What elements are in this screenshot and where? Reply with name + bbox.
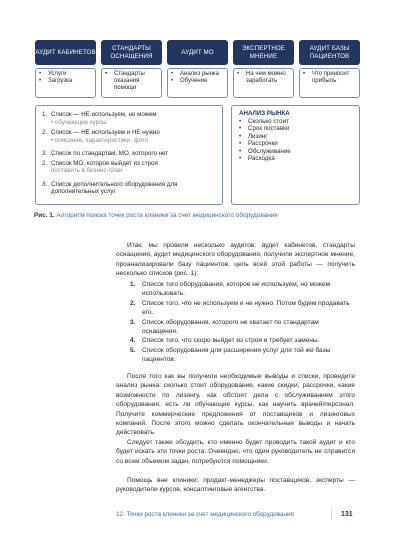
audit-item: На чем можно заработать [246,71,286,84]
list-number: 2. [130,299,136,307]
list-item [130,318,355,337]
list-item-text: Список того оборудования, которое не используем, но можем использовать. [142,281,331,298]
market-item: Лизинг [248,132,268,140]
market-item: Обслуживание [248,147,291,155]
market-title: АНАЛИЗ РЫНКА [239,110,290,117]
intro-paragraph: Итак, мы провели несколько аудитов: аудит кабинетов, стандарты оснащения, аудит медицинского оборудования, получили экспертное мнение, проанализировали базу пациентов, цель всей этой работы — получить несколько списков (рис. 1): [116,242,355,278]
list-number: 1. [130,281,136,288]
responsibility-paragraph: Следует также обсудить, кто именно будет проводить такой аудит и кто будет искать эти точки роста. Очевидно, что один руководитель не справится со всем объемом задач, потребуются помощники. [116,439,355,465]
running-footer: 12. Точки роста клиники за счет медицинского оборудования [116,511,294,518]
list-num: 2. [42,129,48,136]
list-item [130,299,355,318]
audit-sub-expert: • На чем можно заработать [233,68,294,98]
list-item-text: Список того, что не используем и не нужно. Потом будем продавать его. [142,299,350,317]
list-num: 3. [42,150,48,157]
list-note: поставить в бизнес-план [51,167,123,174]
audit-header-mo [167,40,228,65]
list-number: 5. [130,346,136,354]
list-text: Список МО, которое выйдет из строя [51,159,158,167]
audit-title: АУДИТ КАБИНЕТОВ [35,48,96,56]
market-item: Сколько стоит [248,117,289,125]
audit-item: Загрузка [48,78,73,84]
list-item-text: Список оборудования для расширения услуг для той же базы пациентов. [142,346,331,364]
numbered-list [130,280,355,365]
page-number: 131 [341,511,353,518]
market-box: АНАЛИЗ РЫНКА • Сколько стоит • Срок поставки • Лизинг • Рассрочки • Обслуживание • Расходка [231,105,360,205]
audit-sub-cabinets: • Услуги • Загрузка [35,68,96,98]
list-text: Список — НЕ используем, но можем [51,111,157,118]
list-text: Список дополнительного оборудования для дополнительных услуг [51,180,178,195]
audit-item: Что приносит прибыль [312,71,350,84]
lists-box [35,105,223,205]
analysis-paragraph: После того как вы получили необходимые выводы и списки, проведите анализ рынка: сколько стоит оборудование, какие скидки, рассрочки, какие возможности по лизингу, как обстоят дела с обслуживанием этого оборудования, есть ли обучающие курсы, как научить врачей/персонал. Получите коммерческие предложения от поставщиков и лизинговых компаний. После этого можно сделать окончательные выводы и начать действовать. [116,373,355,437]
list-note: • обучающие курсы [51,118,107,126]
caption-text: Алгоритм поиска точек роста клиники за счет медицинского оборудования [56,212,278,219]
market-item: Рассрочки [248,140,278,147]
audit-header-patients [299,40,360,65]
audit-header-cabinets [35,40,96,65]
figure-caption [34,212,278,219]
audit-title: ЭКСПЕРТНОЕ МНЕНИЕ [241,45,286,60]
audit-sub-standards: • Стандарты оказания помощи [101,68,162,98]
list-num: 2. [42,159,48,167]
list-item [130,280,355,299]
list-item-text: Список того, что скоро выйдет из строя и требует замены. [142,337,320,345]
caption-label: Рис. 1. [34,212,55,219]
list-num: 1. [42,111,48,118]
list-item-text: Список оборудования, которого не хватает по стандартам оснащения. [142,318,319,336]
help-paragraph: Помощь вне клиники: продакт-менеджеры поставщиков, эксперты — руководители курсов, консалтинговые агентства. [116,477,355,494]
audit-header-expert [233,40,294,65]
list-num: 3. [42,180,48,188]
audit-sub-patients: • Что приносит прибыль [299,68,360,98]
list-number: 4. [130,337,136,345]
list-note: • описание, характеристики, фото [51,136,149,144]
audit-sub-mo: • Анализ рынка • Обучение [167,68,228,98]
audit-item: Анализ рынка [180,71,219,77]
list-item [130,346,355,365]
list-item [130,336,355,345]
audit-item: Стандарты оказания помощи [114,71,145,91]
audit-title: АУДИТ МО [181,48,214,56]
audit-title: АУДИТ БАЗЫ ПАЦИЕНТОВ [309,45,350,60]
audit-item: Обучение [180,78,208,84]
audit-header-standards [101,40,162,65]
market-item: Срок поставки [248,125,290,132]
list-text: Список по стандартам, МО, которого нет [51,150,169,157]
list-number: 3. [130,318,136,326]
market-item: Расходка [248,155,275,162]
audit-title: СТАНДАРТЫ ОСНАЩЕНИЯ [110,45,153,60]
audit-item: Услуги [48,71,67,77]
footer-divider [331,509,332,520]
list-text: Список — НЕ используем и НЕ нужно [51,129,160,136]
